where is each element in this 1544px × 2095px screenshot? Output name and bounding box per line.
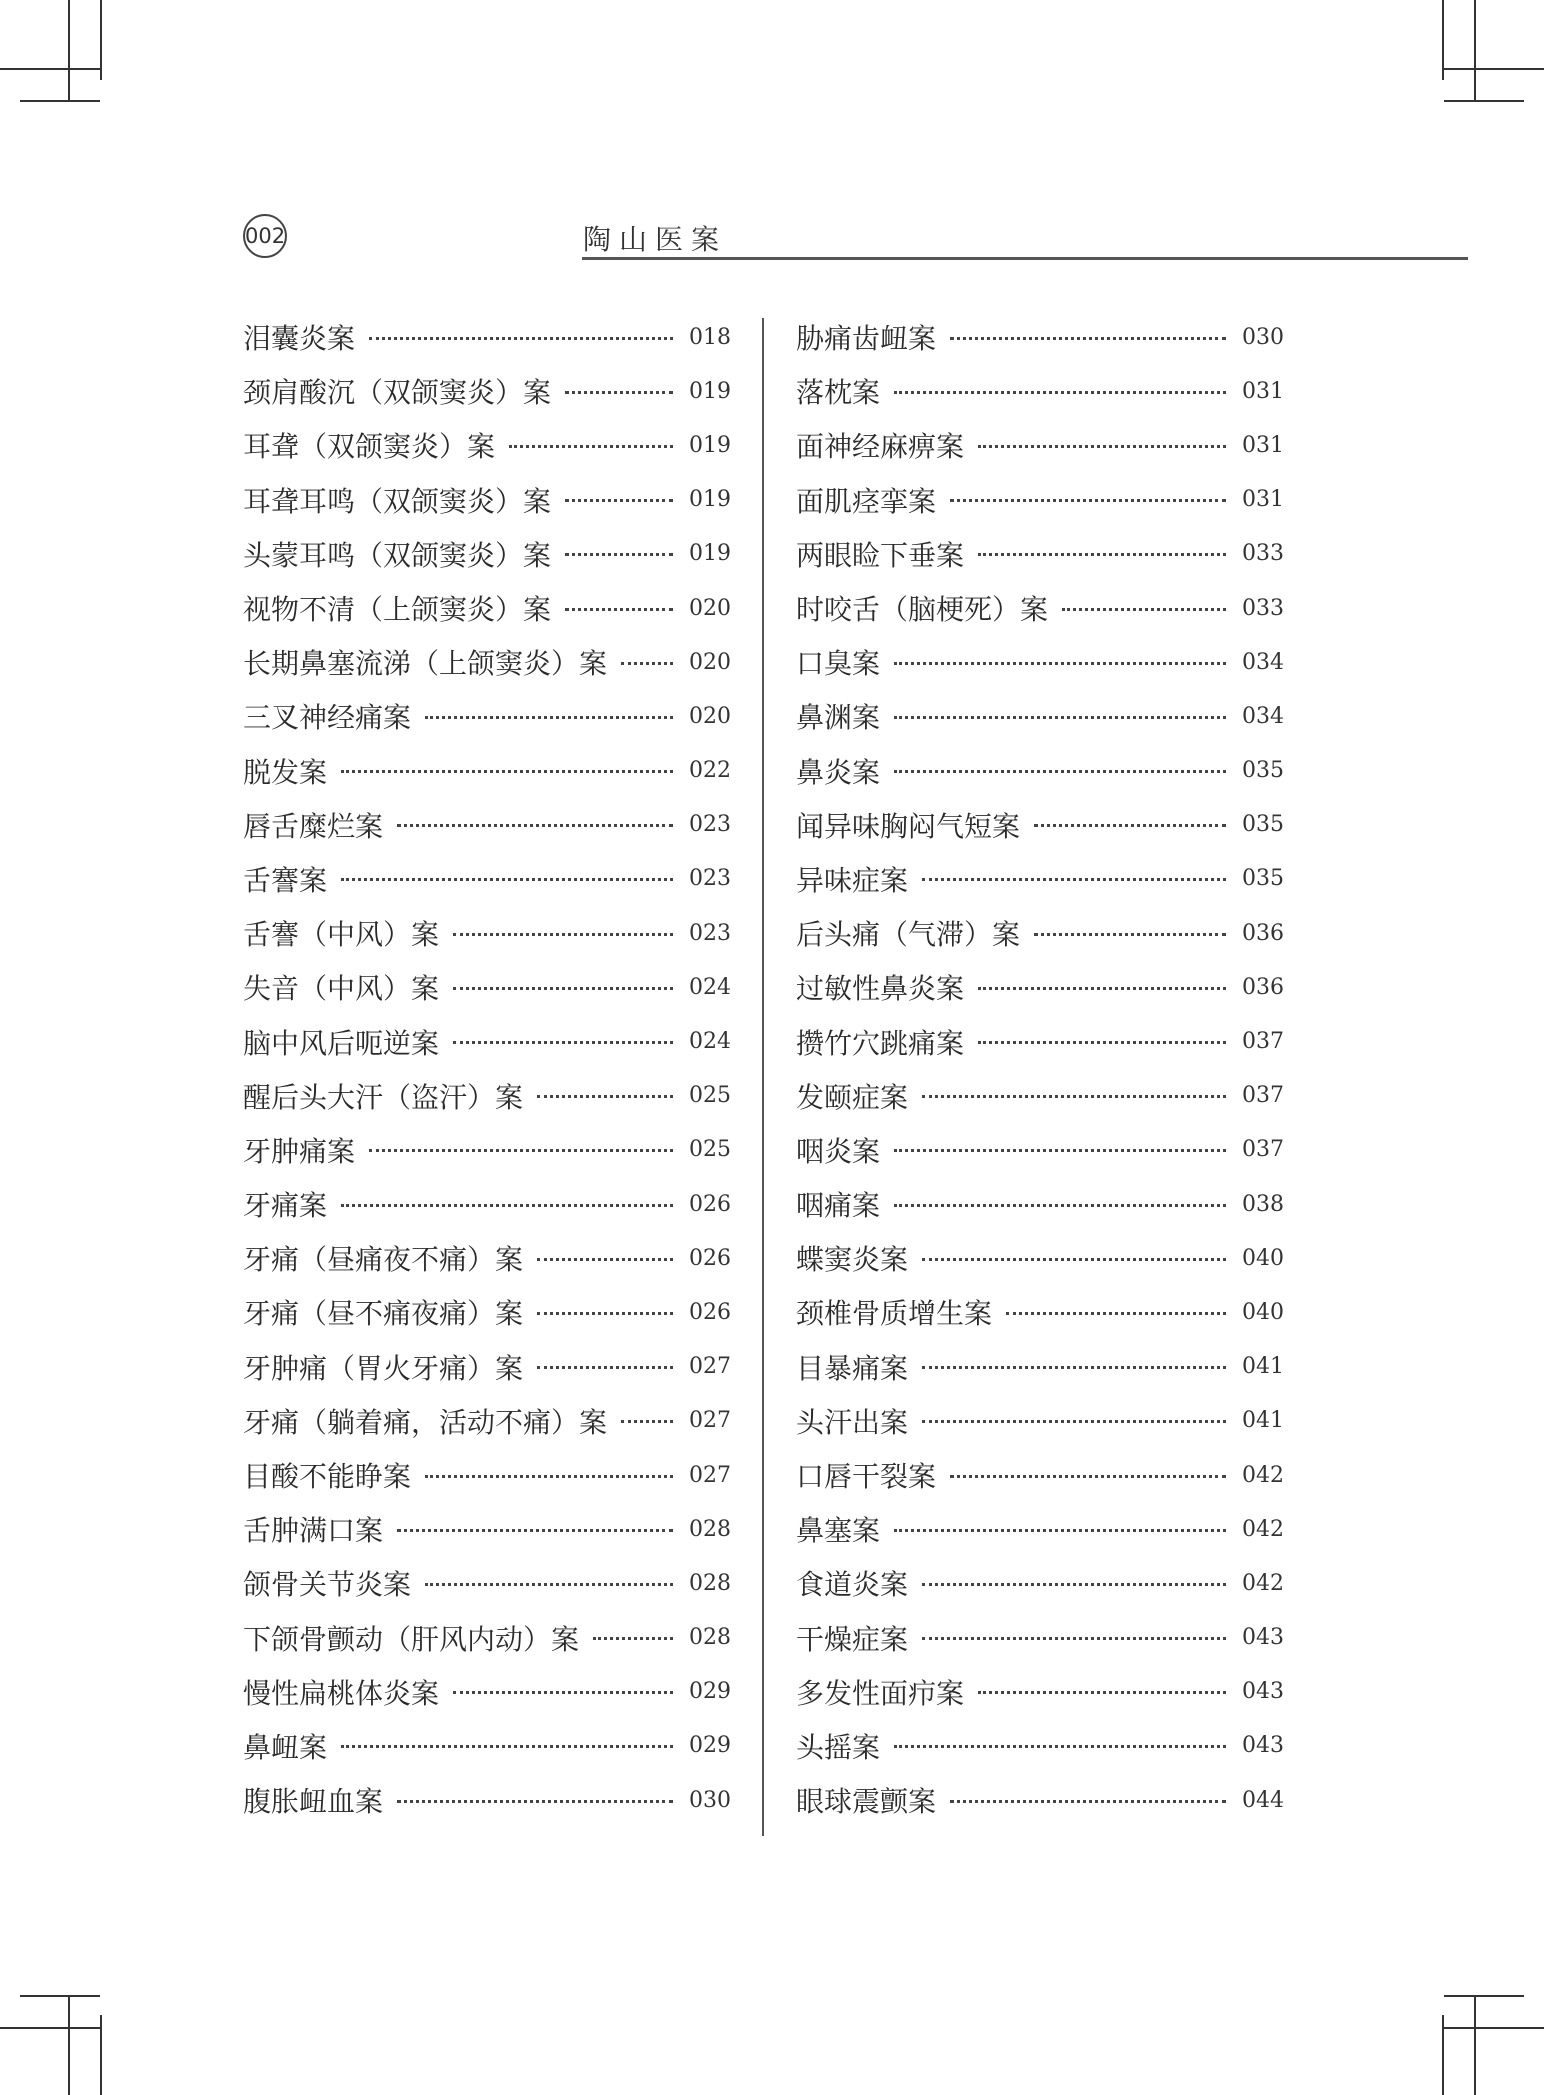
toc-entry-page: 040 (1242, 1245, 1284, 1271)
toc-leader-dots (922, 1583, 1226, 1586)
toc-entry (796, 310, 1284, 364)
toc-entry-title: 脑中风后呃逆案 (243, 1026, 440, 1060)
running-title: 陶山医案 (583, 223, 728, 256)
toc-entry-title: 牙肿痛案 (243, 1134, 356, 1168)
toc-entry (243, 906, 731, 960)
toc-entry-title: 鼻塞案 (796, 1514, 881, 1548)
toc-entry-page: 042 (1242, 1516, 1284, 1542)
toc-leader-dots (341, 770, 673, 773)
toc-entry-page: 020 (689, 703, 731, 729)
toc-entry-page: 024 (689, 974, 731, 1000)
toc-leader-dots (950, 499, 1226, 502)
toc-entry-page: 028 (689, 1625, 731, 1651)
toc-entry (796, 798, 1284, 852)
toc-leader-dots (565, 391, 673, 394)
toc-entry-title: 蝶窦炎案 (796, 1243, 909, 1277)
toc-entry-title: 目酸不能睁案 (243, 1460, 412, 1494)
toc-entry (243, 1231, 731, 1285)
crop-mark (1474, 0, 1476, 100)
toc-entry (796, 960, 1284, 1014)
toc-entry-title: 泪囊炎案 (243, 322, 356, 356)
toc-leader-dots (425, 1475, 673, 1478)
toc-entry (243, 581, 731, 635)
toc-entry-title: 舌謇（中风）案 (243, 918, 440, 952)
toc-entry (796, 1177, 1284, 1231)
toc-entry-title: 牙痛（昼痛夜不痛）案 (243, 1243, 524, 1277)
toc-entry-title: 目暴痛案 (796, 1351, 909, 1385)
toc-leader-dots (922, 1366, 1226, 1369)
crop-mark (20, 1995, 100, 1997)
toc-leader-dots (397, 824, 673, 827)
toc-entry-page: 034 (1242, 703, 1284, 729)
toc-entry-title: 耳聋耳鸣（双颌窦炎）案 (243, 484, 552, 518)
toc-entry (796, 689, 1284, 743)
toc-entry-title: 视物不清（上颌窦炎）案 (243, 593, 552, 627)
toc-entry (243, 1285, 731, 1339)
toc-leader-dots (621, 662, 673, 665)
toc-entry (796, 1069, 1284, 1123)
toc-leader-dots (922, 878, 1226, 881)
toc-leader-dots (537, 1095, 673, 1098)
toc-entry-title: 头摇案 (796, 1730, 881, 1764)
toc-entry-title: 面神经麻痹案 (796, 430, 965, 464)
toc-entry (796, 635, 1284, 689)
toc-entry (243, 1340, 731, 1394)
crop-mark (100, 0, 102, 80)
toc-entry-page: 036 (1242, 920, 1284, 946)
toc-entry-title: 口臭案 (796, 647, 881, 681)
toc-entry-page: 031 (1242, 378, 1284, 404)
crop-mark (68, 1995, 70, 2095)
toc-leader-dots (565, 608, 673, 611)
toc-entry (243, 1719, 731, 1773)
toc-entry-title: 两眼睑下垂案 (796, 538, 965, 572)
toc-entry (796, 1665, 1284, 1719)
toc-entry (796, 527, 1284, 581)
toc-entry (243, 852, 731, 906)
toc-entry (243, 1014, 731, 1068)
toc-leader-dots (922, 1095, 1226, 1098)
toc-entry (243, 1611, 731, 1665)
toc-entry-title: 牙痛（躺着痛，活动不痛）案 (243, 1405, 608, 1439)
toc-entry (243, 364, 731, 418)
toc-leader-dots (341, 1745, 673, 1748)
toc-leader-dots (621, 1420, 673, 1423)
toc-entry-page: 037 (1242, 1029, 1284, 1055)
toc-entry-title: 舌謇案 (243, 863, 328, 897)
toc-entry-title: 面肌痉挛案 (796, 484, 937, 518)
toc-entry (243, 473, 731, 527)
toc-entry-page: 019 (689, 378, 731, 404)
toc-entry (243, 744, 731, 798)
toc-entry (243, 1177, 731, 1231)
toc-entry (796, 418, 1284, 472)
toc-leader-dots (950, 337, 1226, 340)
toc-entry-page: 027 (689, 1462, 731, 1488)
toc-entry (796, 852, 1284, 906)
toc-entry-page: 018 (689, 324, 731, 350)
toc-entry-page: 042 (1242, 1570, 1284, 1596)
toc-entry-title: 咽炎案 (796, 1134, 881, 1168)
toc-entry-page: 019 (689, 541, 731, 567)
toc-entry-page: 024 (689, 1029, 731, 1055)
toc-entry-title: 慢性扁桃体炎案 (243, 1676, 440, 1710)
toc-entry (796, 1340, 1284, 1394)
toc-leader-dots (894, 1529, 1226, 1532)
toc-entry-title: 咽痛案 (796, 1189, 881, 1223)
toc-leader-dots (950, 1475, 1226, 1478)
toc-entry-page: 042 (1242, 1462, 1284, 1488)
toc-entry-page: 037 (1242, 1083, 1284, 1109)
toc-entry-title: 胁痛齿衄案 (796, 322, 937, 356)
toc-leader-dots (565, 499, 673, 502)
toc-entry-page: 041 (1242, 1354, 1284, 1380)
toc-entry (796, 906, 1284, 960)
toc-entry-page: 028 (689, 1570, 731, 1596)
toc-leader-dots (425, 1583, 673, 1586)
toc-entry-page: 026 (689, 1191, 731, 1217)
toc-entry-page: 023 (689, 866, 731, 892)
toc-entry-title: 腹胀衄血案 (243, 1785, 384, 1819)
toc-entry-title: 下颌骨颤动（肝风内动）案 (243, 1622, 580, 1656)
toc-entry-page: 027 (689, 1354, 731, 1380)
toc-entry-title: 牙痛案 (243, 1189, 328, 1223)
toc-entry (243, 960, 731, 1014)
toc-leader-dots (425, 716, 673, 719)
toc-entry (796, 1556, 1284, 1610)
toc-entry (243, 310, 731, 364)
toc-entry-title: 舌肿满口案 (243, 1514, 384, 1548)
toc-entry (243, 1773, 731, 1827)
toc-leader-dots (894, 716, 1226, 719)
toc-leader-dots (978, 1691, 1226, 1694)
toc-leader-dots (397, 1800, 673, 1803)
toc-entry (796, 1448, 1284, 1502)
crop-mark (1474, 1995, 1476, 2095)
toc-entry (243, 1448, 731, 1502)
toc-entry-title: 干燥症案 (796, 1622, 909, 1656)
toc-leader-dots (593, 1637, 673, 1640)
toc-entry-title: 多发性面疖案 (796, 1676, 965, 1710)
toc-leader-dots (537, 1258, 673, 1261)
toc-entry (796, 1231, 1284, 1285)
toc-entry-page: 034 (1242, 649, 1284, 675)
crop-mark (1444, 2027, 1544, 2029)
toc-entry-page: 029 (689, 1733, 731, 1759)
toc-leader-dots (922, 1637, 1226, 1640)
toc-entry-page: 025 (689, 1083, 731, 1109)
toc-entry-title: 食道炎案 (796, 1568, 909, 1602)
toc-entry-page: 036 (1242, 974, 1284, 1000)
toc-entry (243, 1069, 731, 1123)
toc-entry (796, 473, 1284, 527)
toc-entry-page: 035 (1242, 866, 1284, 892)
toc-entry-page: 020 (689, 649, 731, 675)
toc-leader-dots (369, 337, 673, 340)
toc-column-right (796, 310, 1284, 1827)
toc-entry-title: 醒后头大汗（盗汗）案 (243, 1080, 524, 1114)
toc-entry-title: 攒竹穴跳痛案 (796, 1026, 965, 1060)
toc-entry-page: 030 (1242, 324, 1284, 350)
toc-entry-page: 023 (689, 812, 731, 838)
toc-entry (796, 1123, 1284, 1177)
toc-entry-page: 038 (1242, 1191, 1284, 1217)
column-divider (762, 318, 764, 1836)
toc-entry-title: 鼻衄案 (243, 1730, 328, 1764)
toc-leader-dots (1034, 824, 1226, 827)
toc-entry-page: 043 (1242, 1679, 1284, 1705)
toc-leader-dots (950, 1800, 1226, 1803)
toc-entry-page: 020 (689, 595, 731, 621)
toc-entry-page: 025 (689, 1137, 731, 1163)
toc-entry-title: 时咬舌（脑梗死）案 (796, 593, 1049, 627)
toc-leader-dots (978, 1041, 1226, 1044)
toc-entry (243, 527, 731, 581)
toc-entry (796, 581, 1284, 635)
toc-leader-dots (894, 662, 1226, 665)
toc-leader-dots (453, 933, 673, 936)
toc-entry (796, 1611, 1284, 1665)
toc-entry (243, 689, 731, 743)
toc-entry (243, 1556, 731, 1610)
toc-entry (796, 1014, 1284, 1068)
toc-entry-page: 037 (1242, 1137, 1284, 1163)
toc-entry-page: 030 (689, 1787, 731, 1813)
toc-leader-dots (565, 553, 673, 556)
toc-leader-dots (1062, 608, 1226, 611)
crop-mark (68, 0, 70, 100)
toc-entry-page: 019 (689, 487, 731, 513)
toc-entry-page: 023 (689, 920, 731, 946)
toc-entry (243, 1665, 731, 1719)
toc-entry-title: 口唇干裂案 (796, 1460, 937, 1494)
toc-entry-page: 043 (1242, 1625, 1284, 1651)
toc-leader-dots (978, 987, 1226, 990)
crop-mark (1444, 68, 1544, 70)
toc-entry-title: 发颐症案 (796, 1080, 909, 1114)
toc-entry-title: 落枕案 (796, 376, 881, 410)
toc-leader-dots (894, 1204, 1226, 1207)
toc-entry-page: 028 (689, 1516, 731, 1542)
toc-entry (243, 1394, 731, 1448)
toc-entry (796, 1285, 1284, 1339)
toc-leader-dots (341, 1204, 673, 1207)
toc-entry (243, 798, 731, 852)
toc-leader-dots (537, 1366, 673, 1369)
toc-leader-dots (341, 878, 673, 881)
toc-entry-title: 颌骨关节炎案 (243, 1568, 412, 1602)
toc-entry-title: 头蒙耳鸣（双颌窦炎）案 (243, 538, 552, 572)
toc-leader-dots (894, 770, 1226, 773)
toc-entry-page: 026 (689, 1245, 731, 1271)
toc-leader-dots (922, 1420, 1226, 1423)
crop-mark (1444, 100, 1524, 102)
toc-leader-dots (894, 1745, 1226, 1748)
toc-entry-page: 029 (689, 1679, 731, 1705)
toc-leader-dots (509, 445, 673, 448)
toc-entry (243, 418, 731, 472)
toc-leader-dots (922, 1258, 1226, 1261)
toc-leader-dots (894, 1149, 1226, 1152)
toc-entry (243, 1502, 731, 1556)
toc-entry-page: 040 (1242, 1299, 1284, 1325)
toc-entry-title: 牙痛（昼不痛夜痛）案 (243, 1297, 524, 1331)
toc-entry (796, 364, 1284, 418)
toc-entry-page: 043 (1242, 1733, 1284, 1759)
toc-entry-page: 033 (1242, 541, 1284, 567)
crop-mark (1444, 1995, 1524, 1997)
toc-entry-page: 026 (689, 1299, 731, 1325)
toc-entry-title: 长期鼻塞流涕（上颌窦炎）案 (243, 647, 608, 681)
toc-leader-dots (453, 1041, 673, 1044)
toc-entry-title: 异味症案 (796, 863, 909, 897)
toc-entry-page: 044 (1242, 1787, 1284, 1813)
toc-entry-page: 033 (1242, 595, 1284, 621)
toc-entry-title: 后头痛（气滞）案 (796, 918, 1021, 952)
toc-column-left (243, 310, 731, 1827)
toc-entry-page: 019 (689, 432, 731, 458)
toc-entry-title: 过敏性鼻炎案 (796, 972, 965, 1006)
toc-leader-dots (397, 1529, 673, 1532)
toc-leader-dots (1006, 1312, 1226, 1315)
toc-entry-page: 027 (689, 1408, 731, 1434)
toc-leader-dots (453, 987, 673, 990)
toc-entry (243, 1123, 731, 1177)
toc-entry-title: 失音（中风）案 (243, 972, 440, 1006)
toc-leader-dots (894, 391, 1226, 394)
toc-entry-page: 035 (1242, 812, 1284, 838)
crop-mark (100, 2015, 102, 2095)
toc-leader-dots (537, 1312, 673, 1315)
toc-entry-page: 031 (1242, 432, 1284, 458)
toc-entry-page: 022 (689, 758, 731, 784)
toc-entry-page: 041 (1242, 1408, 1284, 1434)
toc-entry (243, 635, 731, 689)
toc-entry (796, 744, 1284, 798)
toc-entry-title: 牙肿痛（胃火牙痛）案 (243, 1351, 524, 1385)
toc-entry-title: 鼻渊案 (796, 701, 881, 735)
toc-leader-dots (369, 1149, 673, 1152)
toc-entry (796, 1394, 1284, 1448)
page-number: 002 (243, 214, 287, 258)
toc-entry (796, 1502, 1284, 1556)
toc-entry-title: 三叉神经痛案 (243, 701, 412, 735)
toc-entry-title: 颈椎骨质增生案 (796, 1297, 993, 1331)
toc-entry-page: 031 (1242, 487, 1284, 513)
toc-entry-title: 头汗出案 (796, 1405, 909, 1439)
crop-mark (0, 68, 100, 70)
toc-entry-title: 眼球震颤案 (796, 1785, 937, 1819)
crop-mark (0, 2027, 100, 2029)
toc-entry (796, 1773, 1284, 1827)
toc-leader-dots (978, 553, 1226, 556)
toc-leader-dots (453, 1691, 673, 1694)
toc-entry-title: 耳聋（双颌窦炎）案 (243, 430, 496, 464)
toc-entry-title: 鼻炎案 (796, 755, 881, 789)
toc-entry-title: 脱发案 (243, 755, 328, 789)
toc-leader-dots (1034, 933, 1226, 936)
header-rule (582, 257, 1468, 260)
crop-mark (20, 100, 100, 102)
toc-entry-title: 闻异味胸闷气短案 (796, 809, 1021, 843)
toc-leader-dots (978, 445, 1226, 448)
toc-entry (796, 1719, 1284, 1773)
toc-entry-title: 颈肩酸沉（双颌窦炎）案 (243, 376, 552, 410)
toc-entry-title: 唇舌糜烂案 (243, 809, 384, 843)
toc-entry-page: 035 (1242, 758, 1284, 784)
